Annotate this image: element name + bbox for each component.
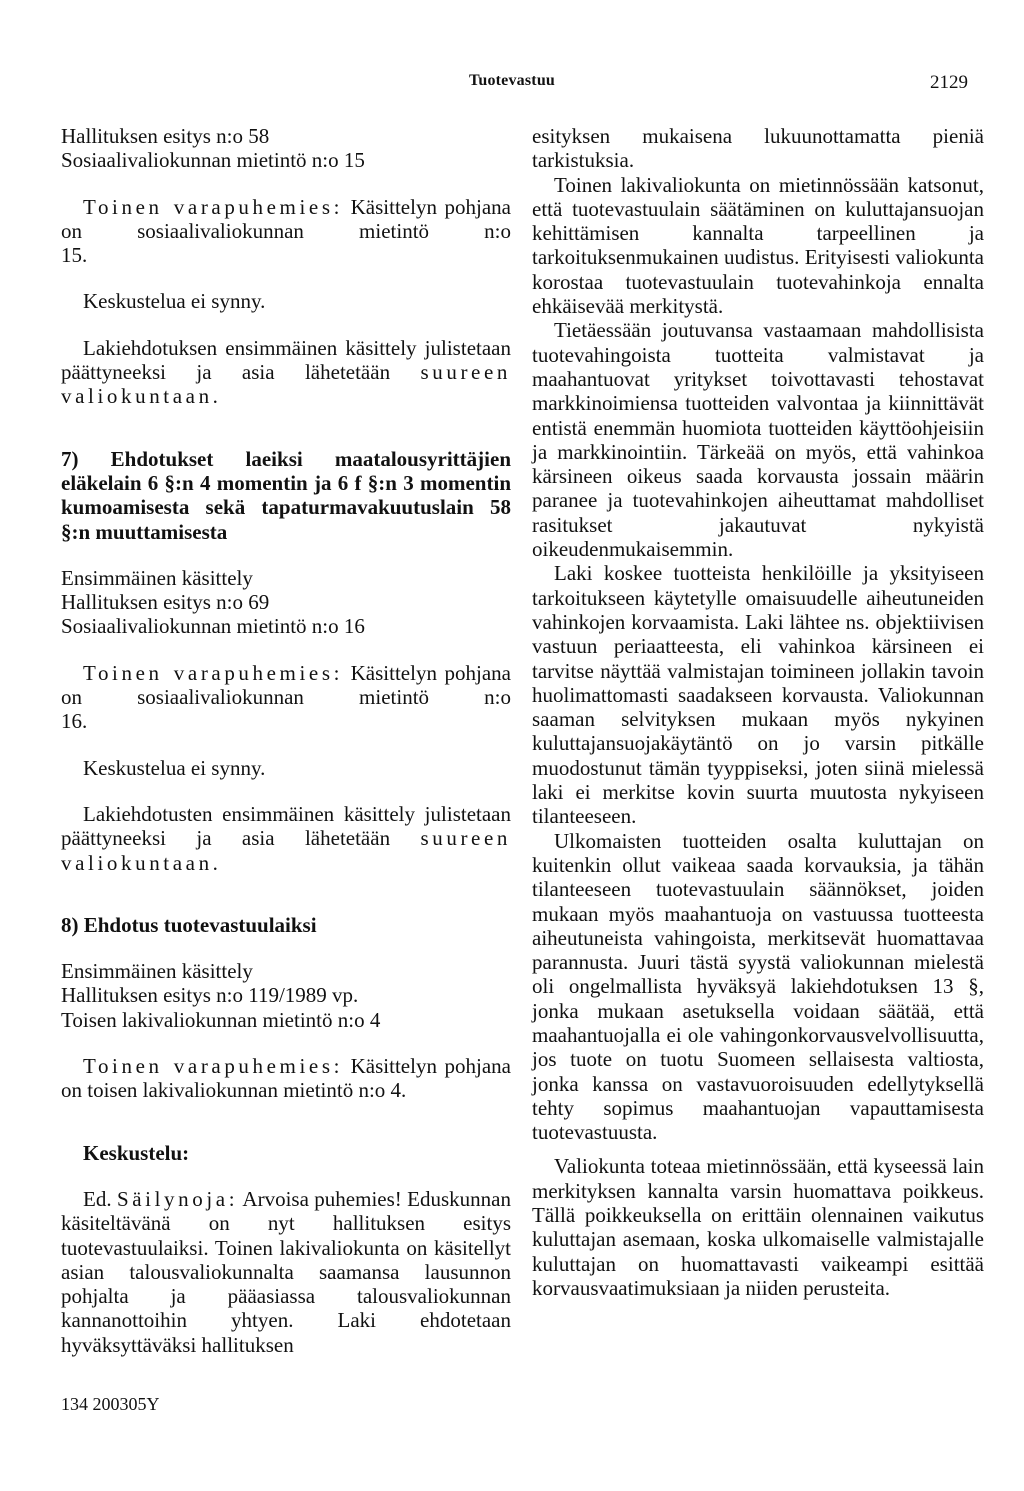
conclusion-text: Lakiehdotuksen ensimmäinen käsittely julistetaan päättyneeksi ja asia lähetetään suureen valiokuntaan. (61, 335, 511, 409)
committee-report-reference: Toisen lakivaliokunnan mietintö n:o 4 (61, 1007, 381, 1032)
paragraph: Ulkomaisten tuotteiden osalta kuluttajan on kuitenkin ollut vaikeaa saada korvauksia, ja tähän tilanteeseen tuotevastuulain säännökset, joiden mukaan myös maahantuoja on vastuussa tuotteesta aiheutuneista vahingoista, merkitsevät huomattavaa parannusta. Juuri tästä syystä valiokunnan mielestä oli ongelmallista hyväksyä lakiehdotuksen 13 §, jonka mukaan asetuksella voidaan säätää, että maahantuojalla ei ole vahingonkorvausvelvollisuutta, jos tuote on tuotu Suomeen sellaisesta valtiosta, jonka kanssa on vastavuoroisuuden edellytyksellä tehty sopimus maahantuojan vapauttamisesta tuotevastuusta. (532, 828, 984, 1145)
speaker-statement (61, 1054, 511, 1103)
left-column (61, 124, 511, 1357)
paragraph: Tietäessään joutuvansa vastaamaan mahdollisista tuotevahingoista tuotteita valmistavat ja maahantuovat yritykset toivottavasti tehostavat markkinoimiensa tuotteiden valvontaa ja kiinnittävät entistä enemmän huomiota tuotteiden käyttöohjeisiin ja markkinointiin. Tärkeää on myös, että vahinkoa kärsineen oikeus saada korvausta jossain määrin paranee ja tuotevahinkojen aiheuttamat mahdolliset rasitukset jakautuvat nykyistä oikeudenmukaisemmin. (532, 318, 984, 562)
statement-text-end: 15. (61, 243, 88, 268)
bill-reference: Hallituksen esitys n:o 58 (61, 124, 270, 148)
discussion-heading: Keskustelu: (83, 1140, 190, 1165)
statement-text-end: 16. (61, 709, 88, 734)
committee-name: suureen valiokuntaan. (61, 826, 511, 875)
speaker-name: Toinen varapuhemies: (83, 194, 344, 219)
discussion-note: Keskustelua ei synny. (83, 289, 266, 314)
committee-report-reference: Sosiaalivaliokunnan mietintö n:o 16 (61, 614, 365, 639)
conclusion-text: Lakiehdotusten ensimmäinen käsittely julistetaan päättyneeksi ja asia lähetetään suureen valiokuntaan. (61, 801, 511, 875)
speech-continuation: esityksen mukaisena lukuunottamatta pieniä tarkistuksia. (532, 124, 984, 173)
footer-code: 134 200305Y (61, 1394, 160, 1414)
committee-name: suureen valiokuntaan. (61, 360, 511, 409)
paragraph: Valiokunta toteaa mietinnössään, että kyseessä lain merkityksen kannalta varsin huomattava poikkeus. Tällä poikkeuksella on erittäin olennainen vaikutus kuluttajan asemaan, koska ulkomaiselle valmistajalle kuluttajan on huomattavasti vaikeampi esittää korvausvaatimuksiaan ja niiden perusteita. (532, 1154, 984, 1300)
agenda-item-heading: 8) Ehdotus tuotevastuulaiksi (61, 912, 317, 937)
speaker-name: Säilynoja: (116, 1186, 239, 1211)
reading-label: Ensimmäinen käsittely (61, 959, 253, 984)
page-number: 2129 (930, 72, 968, 93)
paragraph: Laki koskee tuotteista henkilöille ja yksityiseen tarkoitukseen käytetylle omaisuudelle aiheutuneiden vahinkojen korvaamista. Laki lähtee ns. objektiivisen vastuun periaatteesta, eli vahinkoa kärsineen ei tarvitse näyttää valmistajan toimineen jollakin tavoin huolimattomasti saadakseen korvausta. Valiokunnan saaman selvityksen mukaan myös nykyinen kuluttajansuojakäytäntö on jo varsin pitkälle muodostunut tämän tyyppiseksi, joten siinä mielessä laki ei merkitse kovin suurta muutosta nykyiseen tilanteeseen. (532, 561, 984, 829)
right-column (532, 124, 984, 1300)
bill-reference: Hallituksen esitys n:o 69 (61, 590, 270, 615)
agenda-item-heading: 7) Ehdotukset laeiksi maatalousyrittäjien eläkelain 6 §:n 4 momentin ja 6 f §:n 3 momentin kumoamisesta sekä tapaturmavakuutuslain 58 §:n muuttamisesta (61, 446, 511, 544)
paragraph: Toinen lakivaliokunta on mietinnössään katsonut, että tuotevastuulain säätäminen on kuluttajansuojan kehittämisen kannalta tarpeellinen ja tarkoituksenmukainen uudistus. Erityisesti valiokunta korostaa tuotevastuulain tuotevahinkoja ennalta ehkäisevää merkitystä. (532, 172, 984, 319)
statement-text: Käsittelyn pohjana on toisen lakivaliokunnan mietintö n:o 4. (61, 1054, 511, 1103)
running-head: Tuotevastuu (468, 72, 556, 89)
discussion-note: Keskustelua ei synny. (83, 755, 266, 780)
speech-text: Ed. Säilynoja: Arvoisa puhemies! Eduskunnan käsiteltävänä on nyt hallituksen esitys tuotevastuulaiksi. Toinen lakivaliokunta on käsitellyt asian talousvaliokunnalta saamansa lausunnon pohjalta ja pääasiassa talousvaliokunnan kannanottoihin yhtyen. Laki ehdotetaan hyväksyttäväksi hallituksen (61, 1186, 511, 1357)
statement-text: Käsittelyn pohjana on sosiaalivaliokunnan mietintö n:o (61, 194, 511, 243)
speaker-statement (61, 195, 511, 244)
committee-report-reference: Sosiaalivaliokunnan mietintö n:o 15 (61, 148, 365, 173)
reading-label: Ensimmäinen käsittely (61, 565, 253, 590)
speaker-statement (61, 661, 511, 710)
speaker-name: Toinen varapuhemies: (83, 660, 344, 685)
bill-reference: Hallituksen esitys n:o 119/1989 vp. (61, 983, 359, 1008)
speaker-name: Toinen varapuhemies: (83, 1054, 344, 1079)
statement-text: Käsittelyn pohjana on sosiaalivaliokunnan mietintö n:o (61, 660, 511, 710)
